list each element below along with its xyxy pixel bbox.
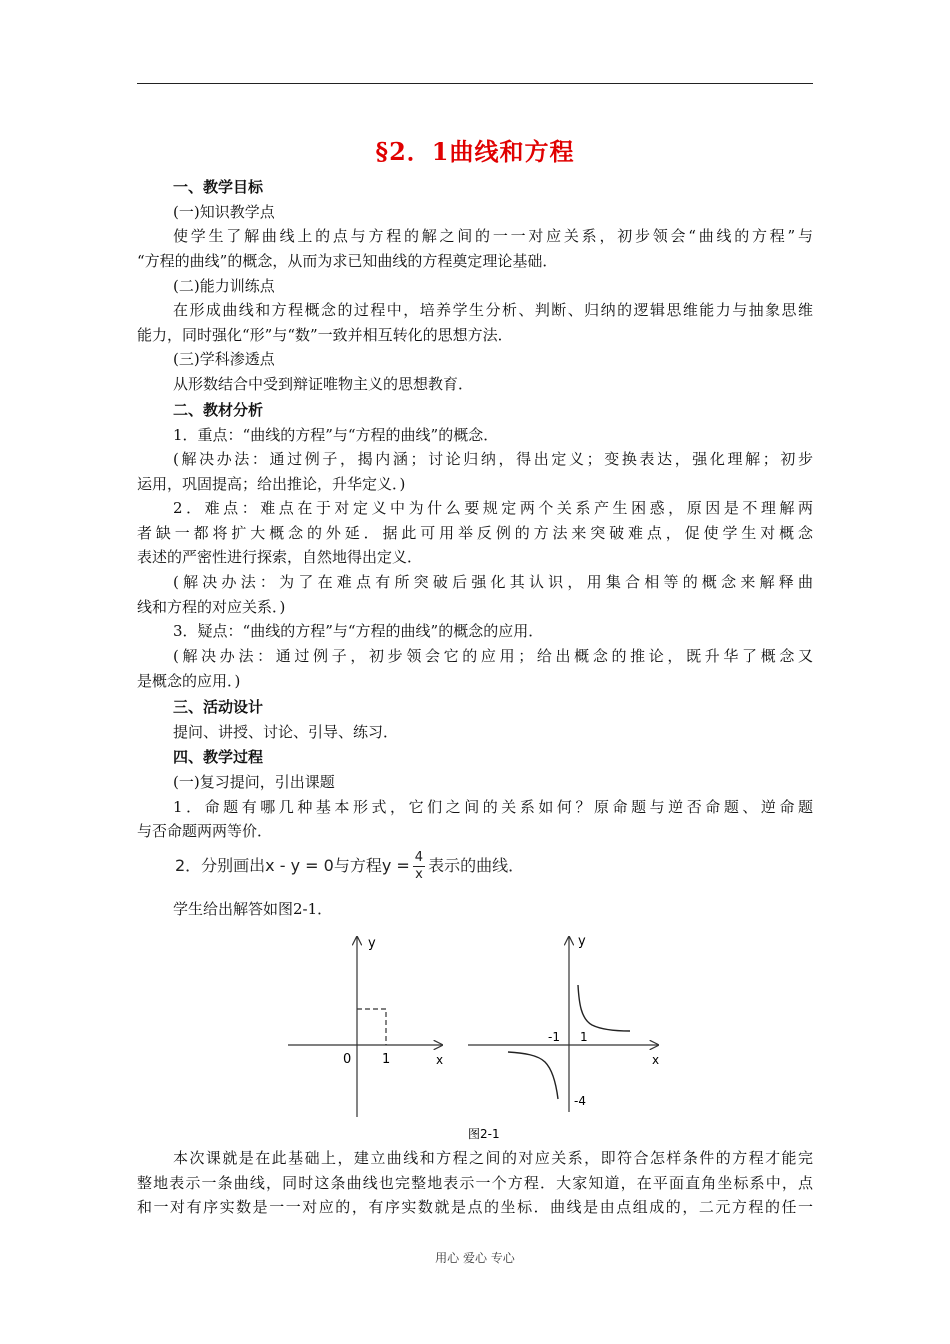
paragraph-line: 能力，同时强化“形”与“数”一致并相互转化的思想方法． <box>137 326 513 344</box>
x-label: x <box>436 1053 444 1067</box>
tick-label: -4 <box>574 1094 586 1108</box>
paragraph-line: (解决办法：为了在难点有所突破后强化其认识，用集合相等的概念来解释曲 <box>173 573 813 591</box>
paragraph-line: 1．重点：“曲线的方程”与“方程的曲线”的概念． <box>173 426 499 444</box>
curve-branch-positive <box>578 985 630 1031</box>
page-footer: 用心 爱心 专心 <box>435 1251 515 1265</box>
section-heading: 一、教学目标 <box>173 178 264 196</box>
y-label: y <box>368 936 376 951</box>
subheading: (二)能力训练点 <box>173 277 275 295</box>
tick-label: -1 <box>548 1030 560 1044</box>
formula-line <box>175 850 524 883</box>
paragraph-line: 3．疑点：“曲线的方程”与“方程的曲线”的概念的应用． <box>173 622 544 640</box>
paragraph-line: 2．难点：难点在于对定义中为什么要规定两个关系产生困惑，原因是不理解两 <box>173 499 813 517</box>
paragraph-line: 从形数结合中受到辩证唯物主义的思想教育． <box>173 375 474 393</box>
figure-2-1 <box>280 925 680 1145</box>
curve-branch-negative <box>508 1052 558 1099</box>
paragraph-line: 与否命题两两等价． <box>137 822 273 840</box>
left-graph <box>288 936 443 1117</box>
section-heading: 三、活动设计 <box>173 698 264 716</box>
right-graph <box>468 934 659 1112</box>
paragraph-line: (解决办法：通过例子，揭内涵；讨论归纳，得出定义；变换表达，强化理解；初步 <box>173 450 813 468</box>
paragraph-line: 是概念的应用．) <box>137 672 241 690</box>
paragraph-line: 表述的严密性进行探索，自然地得出定义． <box>137 548 423 566</box>
y-label: y <box>578 934 586 949</box>
paragraph-line: 提问、讲授、讨论、引导、练习． <box>173 723 399 741</box>
subheading: (三)学科渗透点 <box>173 350 275 368</box>
formula-text: 表示的曲线． <box>428 856 525 875</box>
subheading: (一)复习提问，引出课题 <box>173 773 335 791</box>
section-heading: 二、教材分析 <box>173 401 264 419</box>
dashed-box <box>357 1009 386 1045</box>
origin-label: 0 <box>343 1052 352 1067</box>
formula-text: 2．分别画出x - y = 0与方程y = <box>175 856 410 875</box>
paragraph-line: 1．命题有哪几种基本形式，它们之间的关系如何？原命题与逆否命题、逆命题 <box>173 798 813 816</box>
section-heading: 四、教学过程 <box>173 748 264 766</box>
paragraph-line: 使学生了解曲线上的点与方程的解之间的一一对应关系，初步领会“曲线的方程”与 <box>173 227 813 245</box>
paragraph-line: 线和方程的对应关系．) <box>137 598 286 616</box>
paragraph-line: “方程的曲线”的概念，从而为求已知曲线的方程奠定理论基础． <box>137 252 558 270</box>
fraction <box>413 850 425 883</box>
page-title: §2．1曲线和方程 <box>375 137 575 166</box>
paragraph-line: 运用，巩固提高；给出推论，升华定义．) <box>137 475 406 493</box>
x-label: x <box>652 1053 660 1067</box>
fraction-numerator: 4 <box>414 850 424 865</box>
paragraph-line: 整地表示一条曲线，同时这条曲线也完整地表示一个方程．大家知道，在平面直角坐标系中，点 <box>137 1174 813 1192</box>
tick-label: 1 <box>382 1052 391 1067</box>
tick-label: 1 <box>580 1030 588 1044</box>
figure-caption: 图2-1 <box>468 1127 500 1141</box>
paragraph-line: 和一对有序实数是一一对应的，有序实数就是点的坐标．曲线是由点组成的，二元方程的任一 <box>137 1198 813 1216</box>
fraction-denominator: x <box>415 867 423 882</box>
paragraph-line: 学生给出解答如图2-1． <box>173 900 333 918</box>
paragraph-line: 本次课就是在此基础上，建立曲线和方程之间的对应关系，即符合怎样条件的方程才能完 <box>173 1149 813 1167</box>
paragraph-line: (解决办法：通过例子，初步领会它的应用；给出概念的推论，既升华了概念又 <box>173 647 813 665</box>
subheading: (一)知识教学点 <box>173 203 275 221</box>
header-rule <box>137 83 813 84</box>
paragraph-line: 者缺一都将扩大概念的外延．据此可用举反例的方法来突破难点，促使学生对概念 <box>137 524 813 542</box>
paragraph-line: 在形成曲线和方程概念的过程中，培养学生分析、判断、归纳的逻辑思维能力与抽象思维 <box>173 301 813 319</box>
